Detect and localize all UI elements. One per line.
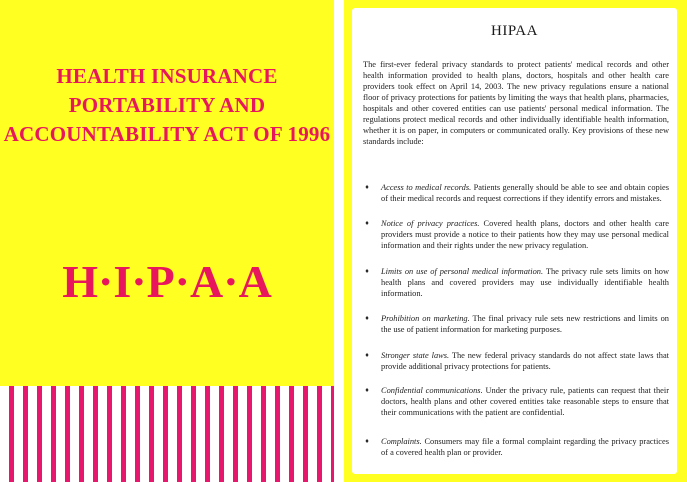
provision-item [361,313,669,335]
provision-item [361,350,669,372]
provision-text: Under the privacy rule, patients can request that their doctors, health plans and other covered entities take reasonable steps to ensure that their communications with the patient are confidential. [381,386,669,417]
cover-title-line: ACCOUNTABILITY ACT OF 1996 [3,122,331,146]
cover-acronym: H·I·P·A·A [62,256,272,307]
intro-paragraph: The first-ever federal privacy standards to protect patients' medical records and other health information provided to health plans, doctors, hospitals and other health care providers took effect on April 14, 2003. The new privacy regulations ensure a national floor of privacy protections for patients by limiting the ways that health plans, pharmacies, hospitals and other covered entities can use patients' personal medical information. The regulations protect medical records and other individually identifiable health information, whether it is on paper, in computers or communicated orally. Key provisions of these new standards include: [363,60,669,146]
provision-item [361,436,669,458]
provision-term: Notice of privacy practices. [381,219,480,228]
provision-text: Consumers may file a formal complaint regarding the privacy practices of a covered health plan or provider. [381,437,669,457]
provision-text: The new federal privacy standards do not affect state laws that provide additional privacy protections for patients. [381,351,669,371]
info-heading: HIPAA [491,23,538,39]
diamond-bullet-icon: ♦ [365,351,369,359]
cover-title-line: HEALTH INSURANCE [56,64,278,88]
provision-text: The privacy rule sets limits on how health plans and covered providers may use individually identifiable health information. [381,267,669,298]
provision-item [361,266,669,299]
provision-term: Confidential communications. [381,386,483,395]
provision-term: Complaints. [381,437,422,446]
provision-term: Access to medical records. [381,183,472,192]
provision-term: Stronger state laws. [381,351,450,360]
provision-item [361,385,669,418]
info-card [352,8,677,474]
decorative-stripes [0,386,334,482]
diamond-bullet-icon: ♦ [365,386,369,394]
cover-title-line: PORTABILITY AND [68,93,266,117]
info-panel [344,0,687,482]
cover-panel [0,0,334,482]
cover-title [0,62,334,149]
provision-term: Prohibition on marketing. [381,314,470,323]
diamond-bullet-icon: ♦ [365,314,369,322]
provision-item [361,218,669,251]
provision-text: The final privacy rule sets new restrictions and limits on the use of patient information for marketing purposes. [381,314,669,334]
provision-item [361,182,669,204]
page-gutter [334,0,344,482]
diamond-bullet-icon: ♦ [365,183,369,191]
provision-term: Limits on use of personal medical information. [381,267,544,276]
diamond-bullet-icon: ♦ [365,437,369,445]
diamond-bullet-icon: ♦ [365,267,369,275]
provision-text: Patients generally should be able to see and obtain copies of their medical records and request corrections if they identify errors and mistakes. [381,183,669,203]
diamond-bullet-icon: ♦ [365,219,369,227]
provision-text: Covered health plans, doctors and other health care providers must provide a notice to their patients how they may use personal medical information and their rights under the new privacy regulation. [381,219,669,250]
